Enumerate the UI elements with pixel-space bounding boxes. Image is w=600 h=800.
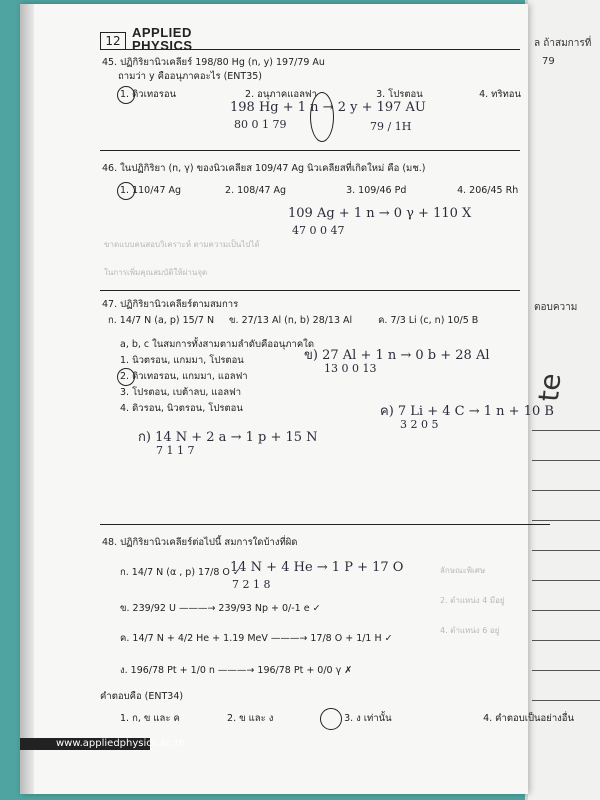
page-spine <box>20 4 34 794</box>
q47-option-1: 1. นิวตรอน, แกมมา, โปรตอน <box>120 355 244 366</box>
q45-stem: 45. ปฏิกิริยานิวเคลียร์ 198/80 Hg (n, y) 197/79 Au <box>102 57 325 68</box>
next-page-text: ตอบความ <box>534 302 578 313</box>
q47-handwriting-c: 3 2 0 5 <box>400 418 439 431</box>
q48-handwriting: 14 N + 4 He → 1 P + 17 O <box>230 560 404 575</box>
q45-handwriting: 80 0 1 79 <box>234 118 287 131</box>
answer-circle <box>320 708 342 730</box>
q48-options: 1. ก, ข และ ค 2. ข และ ง 3. ง เท่านั้น 4. คำตอบเป็นอย่างอื่น <box>120 713 574 724</box>
show-through-text: ในการเพิ่มคุณสมบัติให้ผ่านจุด <box>104 268 208 277</box>
handwritten-circle <box>310 92 334 142</box>
divider <box>100 150 520 151</box>
q47-option-2: 2. ดิวเทอรอน, แกมมา, แอลฟา <box>120 371 248 382</box>
q46-stem: 46. ในปฏิกิริยา (n, γ) ของนิวเคลียส 109/47 Ag นิวเคลียสที่เกิดใหม่ คือ (มช.) <box>102 163 426 174</box>
q48-eq-c: ค. 14/7 N + 4/2 He + 1.19 MeV ———→ 17/8 O + 1/1 H ✓ <box>120 633 393 644</box>
q48-stem: 48. ปฏิกิริยานิวเคลียร์ต่อไปนี้ สมการใดบ้างที่ผิด <box>102 537 298 548</box>
q47-handwriting-a: ก) 14 N + 2 a → 1 p + 15 N <box>138 430 318 445</box>
divider <box>100 290 520 291</box>
show-through-text: ขาดแบบคนสอบวิเคราะห์ ตามความเป็นไปได้ <box>104 240 260 249</box>
q47-option-4: 4. ดิวรอน, นิวตรอน, โปรตอน <box>120 403 243 414</box>
q48-eq-a: ก. 14/7 N (α , p) 17/8 O ✓ <box>120 567 241 578</box>
answer-circle <box>117 368 135 386</box>
show-through-text: ลักษณะพิเศษ <box>440 566 486 575</box>
notes-heading: te <box>532 371 568 403</box>
q48-handwriting: 7 2 1 8 <box>232 578 271 591</box>
footer-url: www.appliedphysics.ac.th <box>56 738 186 749</box>
q47-equations: ก. 14/7 N (a, p) 15/7 N ข. 27/13 Al (n, b) 28/13 Al ค. 7/3 Li (c, n) 10/5 B <box>108 315 479 326</box>
q47-question: a, b, c ในสมการทั้งสามตามลำดับคืออนุภาคใด <box>120 339 314 350</box>
show-through-text: 2. ตำแหน่ง 4 มีอยู่ <box>440 596 505 605</box>
q48-eq-d: ง. 196/78 Pt + 1/0 n ———→ 196/78 Pt + 0/0 γ ✗ <box>120 665 353 676</box>
q45-stem-2: ถามว่า y คืออนุภาคอะไร (ENT35) <box>118 71 263 82</box>
q47-handwriting-b: 13 0 0 13 <box>324 362 377 375</box>
q46-handwriting: 47 0 0 47 <box>292 224 345 237</box>
q47-handwriting-c: ค) 7 Li + 4 C → 1 n + 10 B <box>380 404 554 419</box>
q48-eq-b: ข. 239/92 U ———→ 239/93 Np + 0/-1 e ✓ <box>120 603 321 614</box>
q46-handwriting: 109 Ag + 1 n → 0 γ + 110 X <box>288 206 472 221</box>
show-through-text: 4. ตำแหน่ง 6 อยู่ <box>440 626 500 635</box>
page-number: 12 <box>100 32 126 50</box>
q47-stem: 47. ปฏิกิริยานิวเคลียร์ตามสมการ <box>102 299 239 310</box>
divider <box>100 524 550 525</box>
q47-handwriting-a: 7 1 1 7 <box>156 444 195 457</box>
q47-handwriting-b: ข) 27 Al + 1 n → 0 b + 28 Al <box>304 348 490 363</box>
q48-answer-label: คำตอบคือ (ENT34) <box>100 691 184 702</box>
q45-handwriting: 79 / 1H <box>370 120 412 133</box>
answer-circle <box>117 86 135 104</box>
answer-circle <box>117 182 135 200</box>
brand-logo: APPLIED PHYSICS <box>132 25 193 53</box>
next-page-text: ล ถ้าสมการที่ <box>534 38 592 49</box>
q45-options: 1. ดิวเทอรอน 2. อนุภาคแอลฟา 3. โปรตอน 4. ทริทอน <box>120 89 522 100</box>
q46-options: 1. 110/47 Ag 2. 108/47 Ag 3. 109/46 Pd 4. 206/45 Rh <box>120 185 519 196</box>
next-page-text: 79 <box>542 56 555 67</box>
q47-option-3: 3. โปรตอน, เบต้าลบ, แอลฟา <box>120 387 242 398</box>
header-rule <box>100 49 520 50</box>
q45-handwriting: 198 Hg + 1 n → 2 y + 197 AU <box>230 100 426 115</box>
